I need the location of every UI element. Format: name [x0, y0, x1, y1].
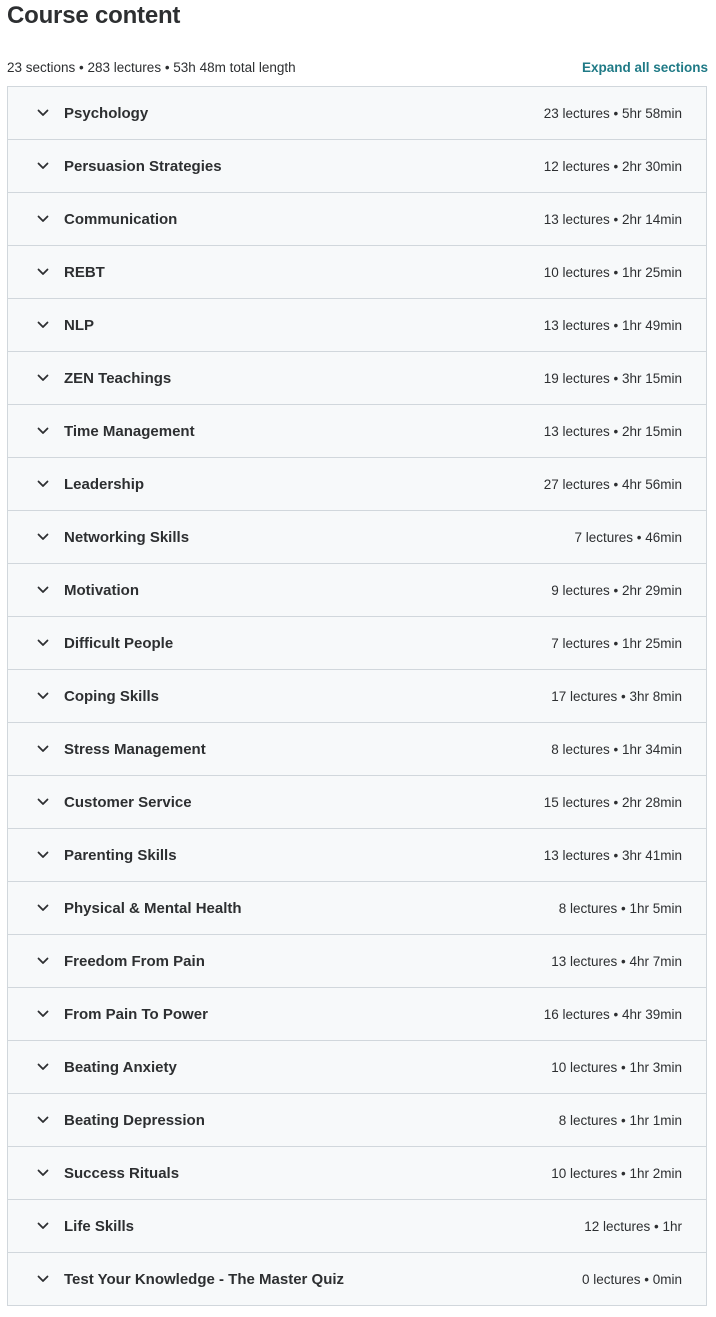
section-title: Physical & Mental Health: [64, 899, 242, 917]
section-meta: 7 lectures • 46min: [574, 529, 682, 545]
section-meta: 12 lectures • 2hr 30min: [543, 158, 682, 174]
section-meta: 8 lectures • 1hr 34min: [551, 741, 682, 757]
chevron-down-icon: [36, 901, 50, 915]
chevron-down-icon: [36, 1166, 50, 1180]
section-meta: 9 lectures • 2hr 29min: [551, 582, 682, 598]
chevron-down-icon: [36, 424, 50, 438]
section-header[interactable]: [8, 776, 706, 829]
section-header[interactable]: [8, 405, 706, 458]
section-header[interactable]: [8, 352, 706, 405]
sections-accordion: [7, 86, 707, 1306]
section-header[interactable]: [8, 458, 706, 511]
section-title: NLP: [64, 316, 94, 334]
chevron-down-icon: [36, 530, 50, 544]
section-title: Communication: [64, 210, 178, 228]
section-title: Test Your Knowledge - The Master Quiz: [64, 1270, 345, 1288]
section-header[interactable]: [8, 723, 706, 776]
section-header[interactable]: [8, 246, 706, 299]
section-title: Motivation: [64, 581, 139, 599]
section-title: Coping Skills: [64, 687, 160, 705]
section-meta: 13 lectures • 2hr 15min: [543, 423, 682, 439]
section-header[interactable]: [8, 670, 706, 723]
section-header[interactable]: [8, 1147, 706, 1200]
section-meta: 15 lectures • 2hr 28min: [543, 794, 682, 810]
chevron-down-icon: [36, 1113, 50, 1127]
section-meta: 10 lectures • 1hr 3min: [551, 1059, 682, 1075]
course-summary: 23 sections • 283 lectures • 53h 48m total length: [7, 59, 296, 75]
section-title: Difficult People: [64, 634, 174, 652]
section-meta: 7 lectures • 1hr 25min: [551, 635, 682, 651]
section-header[interactable]: [8, 829, 706, 882]
chevron-down-icon: [36, 265, 50, 279]
section-title: From Pain To Power: [64, 1005, 208, 1023]
section-title: ZEN Teachings: [64, 369, 172, 387]
section-meta: 13 lectures • 3hr 41min: [543, 847, 682, 863]
section-title: Freedom From Pain: [64, 952, 205, 970]
chevron-down-icon: [36, 795, 50, 809]
chevron-down-icon: [36, 689, 50, 703]
course-summary-row: [7, 57, 708, 77]
section-header[interactable]: [8, 935, 706, 988]
section-header[interactable]: [8, 564, 706, 617]
chevron-down-icon: [36, 848, 50, 862]
chevron-down-icon: [36, 742, 50, 756]
section-header[interactable]: [8, 1094, 706, 1147]
expand-all-sections-button[interactable]: Expand all sections: [581, 59, 708, 75]
chevron-down-icon: [36, 477, 50, 491]
section-header[interactable]: [8, 882, 706, 935]
section-title: Success Rituals: [64, 1164, 180, 1182]
chevron-down-icon: [36, 1219, 50, 1233]
section-title: Customer Service: [64, 793, 192, 811]
section-header[interactable]: [8, 1253, 706, 1306]
chevron-down-icon: [36, 1272, 50, 1286]
section-meta: 10 lectures • 1hr 25min: [543, 264, 682, 280]
section-header[interactable]: [8, 617, 706, 670]
chevron-down-icon: [36, 106, 50, 120]
chevron-down-icon: [36, 159, 50, 173]
section-title: Beating Depression: [64, 1111, 205, 1129]
section-meta: 13 lectures • 1hr 49min: [543, 317, 682, 333]
section-header[interactable]: [8, 140, 706, 193]
section-title: REBT: [64, 263, 105, 281]
section-title: Psychology: [64, 104, 149, 122]
section-title: Parenting Skills: [64, 846, 177, 864]
section-header[interactable]: [8, 988, 706, 1041]
section-meta: 23 lectures • 5hr 58min: [543, 105, 682, 121]
section-meta: 13 lectures • 4hr 7min: [551, 953, 682, 969]
chevron-down-icon: [36, 1007, 50, 1021]
section-meta: 12 lectures • 1hr: [584, 1218, 682, 1234]
section-meta: 27 lectures • 4hr 56min: [543, 476, 682, 492]
chevron-down-icon: [36, 636, 50, 650]
chevron-down-icon: [36, 371, 50, 385]
section-header[interactable]: [8, 511, 706, 564]
section-meta: 8 lectures • 1hr 5min: [558, 900, 682, 916]
chevron-down-icon: [36, 318, 50, 332]
section-title: Networking Skills: [64, 528, 190, 546]
section-meta: 8 lectures • 1hr 1min: [558, 1112, 682, 1128]
page-title: Course content: [7, 2, 181, 29]
section-title: Persuasion Strategies: [64, 157, 222, 175]
section-header[interactable]: [8, 193, 706, 246]
section-title: Life Skills: [64, 1217, 135, 1235]
chevron-down-icon: [36, 1060, 50, 1074]
section-meta: 19 lectures • 3hr 15min: [543, 370, 682, 386]
section-meta: 13 lectures • 2hr 14min: [543, 211, 682, 227]
section-title: Beating Anxiety: [64, 1058, 177, 1076]
section-title: Leadership: [64, 475, 145, 493]
section-meta: 16 lectures • 4hr 39min: [543, 1006, 682, 1022]
section-meta: 17 lectures • 3hr 8min: [551, 688, 682, 704]
chevron-down-icon: [36, 954, 50, 968]
section-header[interactable]: [8, 1200, 706, 1253]
section-meta: 0 lectures • 0min: [581, 1271, 682, 1287]
section-header[interactable]: [8, 299, 706, 352]
chevron-down-icon: [36, 583, 50, 597]
section-header[interactable]: [8, 87, 706, 140]
section-meta: 10 lectures • 1hr 2min: [551, 1165, 682, 1181]
section-title: Stress Management: [64, 740, 206, 758]
section-title: Time Management: [64, 422, 195, 440]
section-header[interactable]: [8, 1041, 706, 1094]
chevron-down-icon: [36, 212, 50, 226]
